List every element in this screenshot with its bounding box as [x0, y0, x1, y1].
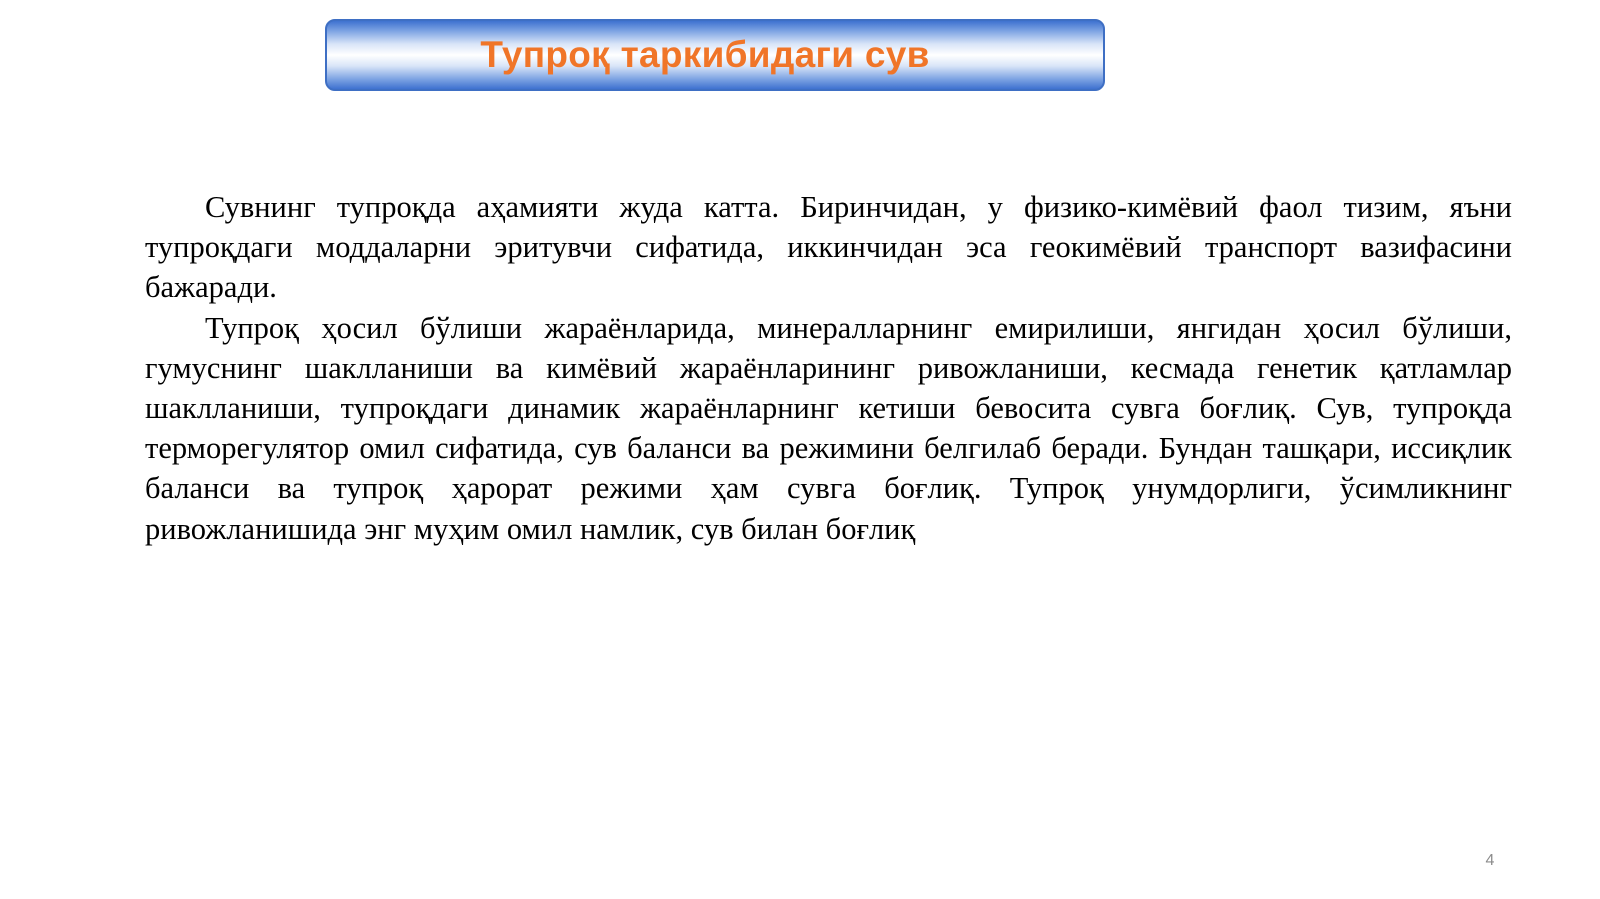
body-paragraph-1: Сувнинг тупроқда аҳамияти жуда катта. Биринчидан, у физико-кимёвий фаол тизим, яъни тупроқдаги моддаларни эритувчи сифатида, иккинчидан эса геокимёвий транспорт вазифасини бажаради.	[145, 190, 1512, 305]
slide-page-number: 4	[1485, 852, 1495, 869]
slide-title: Тупроқ таркибидаги сув	[480, 34, 930, 75]
slide-title-banner	[325, 19, 1105, 91]
body-paragraph-2: Тупроқ ҳосил бўлиши жараёнларида, минералларнинг емирилиши, янгидан ҳосил бўлиши, гумуснинг шаклланиши ва кимёвий жараёнларининг ривожланиши, кесмада генетик қатламлар шаклланиши, тупроқдаги динамик жараёнларнинг кетиши бевосита сувга боғлиқ. Сув, тупроқда терморегулятор омил сифатида, сув баланси ва режимини белгилаб беради. Бундан ташқари, иссиқлик баланси ва тупроқ ҳарорат режими ҳам сувга боғлиқ. Тупроқ унумдорлиги, ўсимликнинг ривожланишида энг муҳим омил намлик, сув билан боғлиқ	[145, 310, 1512, 546]
slide-body	[145, 187, 1512, 549]
